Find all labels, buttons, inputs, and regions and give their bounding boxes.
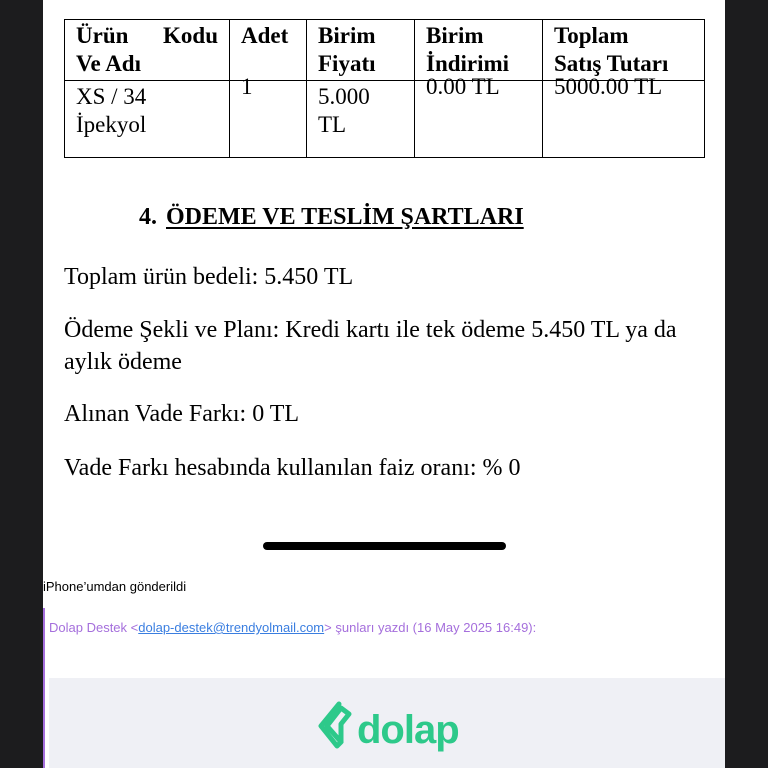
- paragraph-toplam-urun-bedeli: Toplam ürün bedeli: 5.450 TL: [64, 264, 354, 290]
- paragraph-vade-farki: Alınan Vade Farkı: 0 TL: [64, 401, 300, 427]
- cell-adet: [230, 74, 307, 158]
- header-birim-indirimi: [415, 20, 543, 81]
- cell-text: 5000.00 TL: [554, 74, 663, 99]
- cell-text: İpekyol: [76, 112, 147, 137]
- cell-text: 0.00 TL: [426, 74, 500, 99]
- cell-urun: [65, 81, 230, 158]
- product-table: [64, 19, 705, 158]
- sender-email-link[interactable]: dolap-destek@trendyolmail.com: [138, 620, 325, 635]
- quoted-message: [43, 608, 725, 768]
- email-body: [43, 0, 725, 768]
- paragraph-odeme-sekli: Ödeme Şekli ve Planı: Kredi kartı ile tek ödeme 5.450 TL ya da aylık ödeme: [64, 317, 677, 375]
- paragraph-faiz-orani: Vade Farkı hesabında kullanılan faiz oranı: % 0: [64, 455, 521, 481]
- quote-sender: Dolap Destek <: [49, 620, 139, 635]
- header-birim-fiyati: [307, 20, 415, 81]
- header-toplam-satis-tutari: [543, 20, 705, 81]
- header-text: Kodu: [163, 23, 218, 48]
- logo-text: dolap: [357, 708, 459, 752]
- table-header-row: [65, 20, 705, 81]
- header-adet: Adet: [230, 20, 307, 81]
- cell-toplam: [543, 74, 705, 158]
- dolap-logo[interactable]: [315, 698, 459, 750]
- cell-text: XS / 34: [76, 84, 147, 109]
- header-text: Satış Tutarı: [554, 51, 669, 76]
- header-text: Ve Adı: [76, 51, 141, 76]
- home-indicator-bar: [263, 542, 506, 550]
- header-text: Ürün: [76, 23, 129, 48]
- cell-fiyat: [307, 81, 415, 158]
- header-urun-kodu: [65, 20, 230, 81]
- contract-document: [43, 0, 725, 560]
- table-row: [65, 81, 705, 158]
- cell-text: 1: [241, 74, 253, 99]
- section-title: ÖDEME VE TESLİM ŞARTLARI: [166, 204, 524, 230]
- dolap-hanger-icon: [315, 698, 361, 750]
- section-number: 4.: [139, 204, 157, 230]
- cell-indirim: [415, 74, 543, 158]
- email-signature: iPhone’umdan gönderildi: [43, 579, 187, 594]
- section-heading: [139, 204, 524, 231]
- logo-banner: [49, 678, 725, 768]
- cell-text: 5.000: [318, 84, 370, 109]
- cell-text: TL: [318, 112, 347, 137]
- header-text: Toplam: [554, 23, 629, 48]
- header-text: Fiyatı: [318, 51, 376, 76]
- quote-date: > şunları yazdı (16 May 2025 16:49):: [324, 620, 537, 635]
- header-text: İndirimi: [426, 51, 510, 76]
- quote-header: [49, 620, 536, 635]
- header-text: Birim: [318, 23, 376, 48]
- header-text: Birim: [426, 23, 484, 48]
